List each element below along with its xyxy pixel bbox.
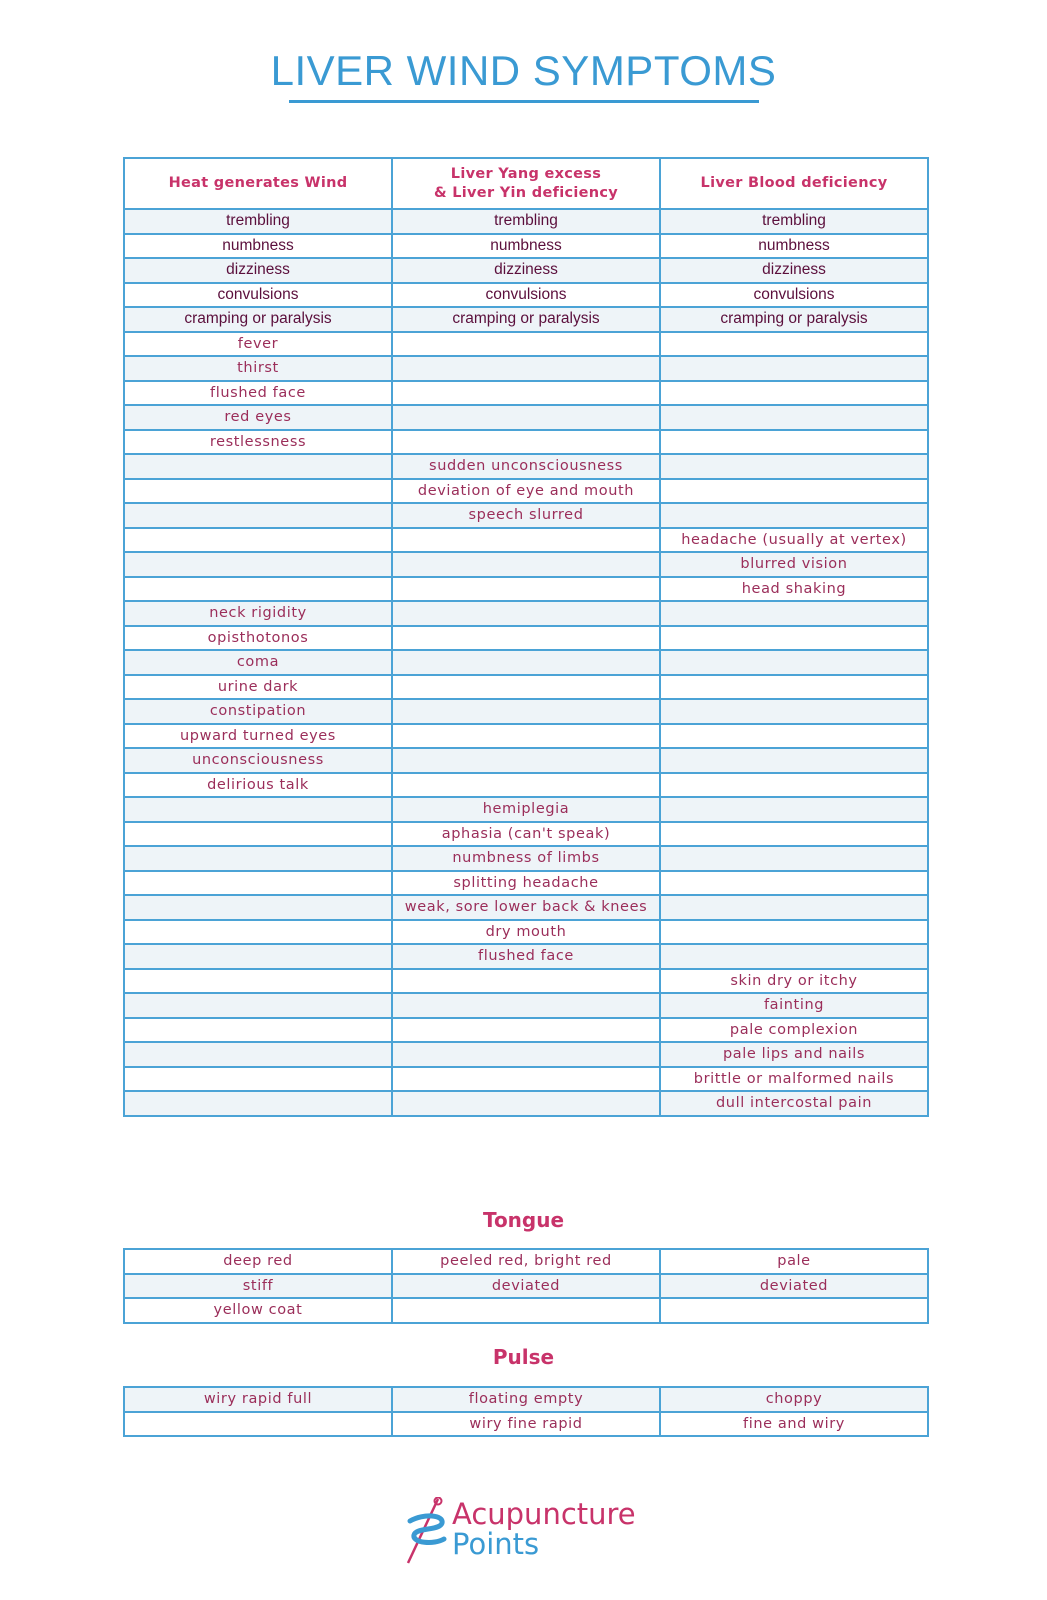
table-cell: delirious talk — [124, 773, 392, 798]
table-cell: sudden unconsciousness — [392, 454, 660, 479]
table-row — [124, 1274, 928, 1299]
table-cell: cramping or paralysis — [124, 307, 392, 332]
table-cell — [124, 1412, 392, 1437]
table-cell — [392, 1067, 660, 1092]
table-cell: head shaking — [660, 577, 928, 602]
table-cell — [124, 454, 392, 479]
pulse-heading: Pulse — [492, 1345, 555, 1369]
table-row — [124, 307, 928, 332]
table-cell: peeled red, bright red — [392, 1249, 660, 1274]
table-row — [124, 1091, 928, 1116]
table-row — [124, 871, 928, 896]
needle-ribbon-logo-icon — [404, 1497, 452, 1567]
table-cell — [660, 920, 928, 945]
table-cell — [124, 944, 392, 969]
title-underline — [289, 100, 759, 103]
table-cell — [392, 724, 660, 749]
table-cell — [124, 895, 392, 920]
table-cell — [660, 699, 928, 724]
table-cell: dry mouth — [392, 920, 660, 945]
table-cell — [392, 332, 660, 357]
logo-text-points: Points — [452, 1527, 540, 1561]
table-cell — [392, 405, 660, 430]
table-cell: splitting headache — [392, 871, 660, 896]
column-header-heat-wind: Heat generates Wind — [124, 158, 392, 209]
table-cell: flushed face — [392, 944, 660, 969]
table-cell — [660, 895, 928, 920]
table-cell: floating empty — [392, 1387, 660, 1412]
table-cell: neck rigidity — [124, 601, 392, 626]
table-cell — [392, 1298, 660, 1323]
pulse-body — [124, 1387, 928, 1436]
tongue-heading: Tongue — [482, 1208, 565, 1232]
table-cell — [660, 724, 928, 749]
table-cell: choppy — [660, 1387, 928, 1412]
table-cell: dizziness — [392, 258, 660, 283]
table-cell — [124, 1018, 392, 1043]
table-row — [124, 234, 928, 259]
table-row — [124, 405, 928, 430]
table-cell: numbness — [124, 234, 392, 259]
table-cell — [660, 748, 928, 773]
table-cell — [392, 993, 660, 1018]
table-row — [124, 528, 928, 553]
table-row — [124, 650, 928, 675]
tongue-body — [124, 1249, 928, 1323]
table-cell: trembling — [660, 209, 928, 234]
table-row — [124, 1298, 928, 1323]
table-cell — [392, 773, 660, 798]
table-cell — [124, 1067, 392, 1092]
table-cell — [124, 920, 392, 945]
table-cell — [660, 356, 928, 381]
table-cell — [124, 577, 392, 602]
table-cell — [660, 773, 928, 798]
table-cell: pale lips and nails — [660, 1042, 928, 1067]
table-cell: fever — [124, 332, 392, 357]
table-cell — [392, 675, 660, 700]
table-cell: numbness — [392, 234, 660, 259]
table-cell — [124, 503, 392, 528]
table-row — [124, 1018, 928, 1043]
table-cell: thirst — [124, 356, 392, 381]
table-row — [124, 1249, 928, 1274]
table-cell: skin dry or itchy — [660, 969, 928, 994]
pulse-table — [123, 1386, 929, 1437]
table-cell — [392, 1018, 660, 1043]
table-cell: trembling — [392, 209, 660, 234]
table-cell: pale — [660, 1249, 928, 1274]
table-cell — [392, 381, 660, 406]
page-title: LIVER WIND SYMPTOMS — [270, 47, 777, 94]
table-cell: restlessness — [124, 430, 392, 455]
table-row — [124, 552, 928, 577]
table-cell — [660, 332, 928, 357]
column-header-liver-yang-line2: & Liver Yin deficiency — [433, 184, 619, 201]
table-cell: numbness of limbs — [392, 846, 660, 871]
table-row — [124, 969, 928, 994]
table-cell: brittle or malformed nails — [660, 1067, 928, 1092]
table-cell — [124, 552, 392, 577]
table-cell — [660, 1298, 928, 1323]
table-cell — [660, 381, 928, 406]
table-cell — [124, 993, 392, 1018]
table-cell: convulsions — [124, 283, 392, 308]
table-row — [124, 895, 928, 920]
table-cell — [660, 797, 928, 822]
column-header-liver-yang — [392, 158, 660, 209]
table-row — [124, 773, 928, 798]
table-cell — [660, 454, 928, 479]
table-cell — [124, 846, 392, 871]
table-row — [124, 846, 928, 871]
table-cell: convulsions — [392, 283, 660, 308]
table-cell — [392, 577, 660, 602]
table-cell — [392, 601, 660, 626]
table-row — [124, 479, 928, 504]
table-cell: deviation of eye and mouth — [392, 479, 660, 504]
table-cell: wiry fine rapid — [392, 1412, 660, 1437]
table-row — [124, 797, 928, 822]
table-row — [124, 724, 928, 749]
table-cell — [392, 699, 660, 724]
table-cell: flushed face — [124, 381, 392, 406]
table-cell — [392, 650, 660, 675]
table-cell — [660, 503, 928, 528]
table-row — [124, 920, 928, 945]
table-cell — [124, 1091, 392, 1116]
table-row — [124, 601, 928, 626]
table-cell: speech slurred — [392, 503, 660, 528]
table-cell: opisthotonos — [124, 626, 392, 651]
table-cell: unconsciousness — [124, 748, 392, 773]
table-row — [124, 503, 928, 528]
table-row — [124, 577, 928, 602]
table-cell: weak, sore lower back & knees — [392, 895, 660, 920]
table-row — [124, 430, 928, 455]
logo-text-acupuncture: Acupuncture — [452, 1497, 636, 1531]
table-cell: upward turned eyes — [124, 724, 392, 749]
table-cell — [392, 969, 660, 994]
table-cell — [660, 430, 928, 455]
table-row — [124, 356, 928, 381]
table-cell: numbness — [660, 234, 928, 259]
table-cell — [392, 356, 660, 381]
table-cell: dull intercostal pain — [660, 1091, 928, 1116]
table-cell: cramping or paralysis — [660, 307, 928, 332]
table-cell: deviated — [392, 1274, 660, 1299]
table-cell: wiry rapid full — [124, 1387, 392, 1412]
table-cell — [660, 846, 928, 871]
table-cell — [124, 871, 392, 896]
table-row — [124, 626, 928, 651]
table-cell — [392, 1042, 660, 1067]
table-cell: cramping or paralysis — [392, 307, 660, 332]
table-cell: deep red — [124, 1249, 392, 1274]
table-cell: fine and wiry — [660, 1412, 928, 1437]
table-row — [124, 1042, 928, 1067]
table-cell: pale complexion — [660, 1018, 928, 1043]
table-row — [124, 209, 928, 234]
table-cell — [392, 528, 660, 553]
table-cell: fainting — [660, 993, 928, 1018]
table-cell — [392, 748, 660, 773]
table-cell: deviated — [660, 1274, 928, 1299]
table-cell — [392, 430, 660, 455]
header-row — [124, 158, 928, 209]
table-cell: stiff — [124, 1274, 392, 1299]
table-cell — [660, 405, 928, 430]
table-row — [124, 944, 928, 969]
table-cell — [660, 944, 928, 969]
table-cell: trembling — [124, 209, 392, 234]
column-header-liver-blood: Liver Blood deficiency — [660, 158, 928, 209]
table-cell: constipation — [124, 699, 392, 724]
table-cell: aphasia (can't speak) — [392, 822, 660, 847]
table-cell: dizziness — [124, 258, 392, 283]
table-cell — [392, 1091, 660, 1116]
table-cell: dizziness — [660, 258, 928, 283]
table-row — [124, 822, 928, 847]
table-row — [124, 699, 928, 724]
table-cell — [660, 871, 928, 896]
table-cell: coma — [124, 650, 392, 675]
table-row — [124, 332, 928, 357]
table-row — [124, 1067, 928, 1092]
table-cell — [392, 552, 660, 577]
table-cell — [660, 822, 928, 847]
table-cell: yellow coat — [124, 1298, 392, 1323]
table-cell — [392, 626, 660, 651]
table-row — [124, 1387, 928, 1412]
table-cell: convulsions — [660, 283, 928, 308]
table-row — [124, 283, 928, 308]
table-cell — [660, 675, 928, 700]
acupuncture-points-logo — [404, 1497, 664, 1567]
table-row — [124, 675, 928, 700]
table-cell — [124, 528, 392, 553]
table-cell — [124, 797, 392, 822]
table-cell: blurred vision — [660, 552, 928, 577]
table-cell — [660, 479, 928, 504]
tongue-table — [123, 1248, 929, 1324]
table-cell — [124, 822, 392, 847]
table-cell: headache (usually at vertex) — [660, 528, 928, 553]
table-cell: hemiplegia — [392, 797, 660, 822]
table-row — [124, 454, 928, 479]
table-row — [124, 993, 928, 1018]
table-row — [124, 1412, 928, 1437]
table-cell — [660, 601, 928, 626]
table-row — [124, 258, 928, 283]
column-header-liver-yang-line1: Liver Yang excess — [450, 165, 602, 182]
table-cell — [124, 479, 392, 504]
table-cell — [124, 969, 392, 994]
table-cell — [660, 626, 928, 651]
table-cell: red eyes — [124, 405, 392, 430]
table-cell: urine dark — [124, 675, 392, 700]
symptoms-table — [123, 157, 929, 1117]
symptoms-body — [124, 209, 928, 1116]
table-cell — [660, 650, 928, 675]
table-cell — [124, 1042, 392, 1067]
table-row — [124, 381, 928, 406]
table-row — [124, 748, 928, 773]
